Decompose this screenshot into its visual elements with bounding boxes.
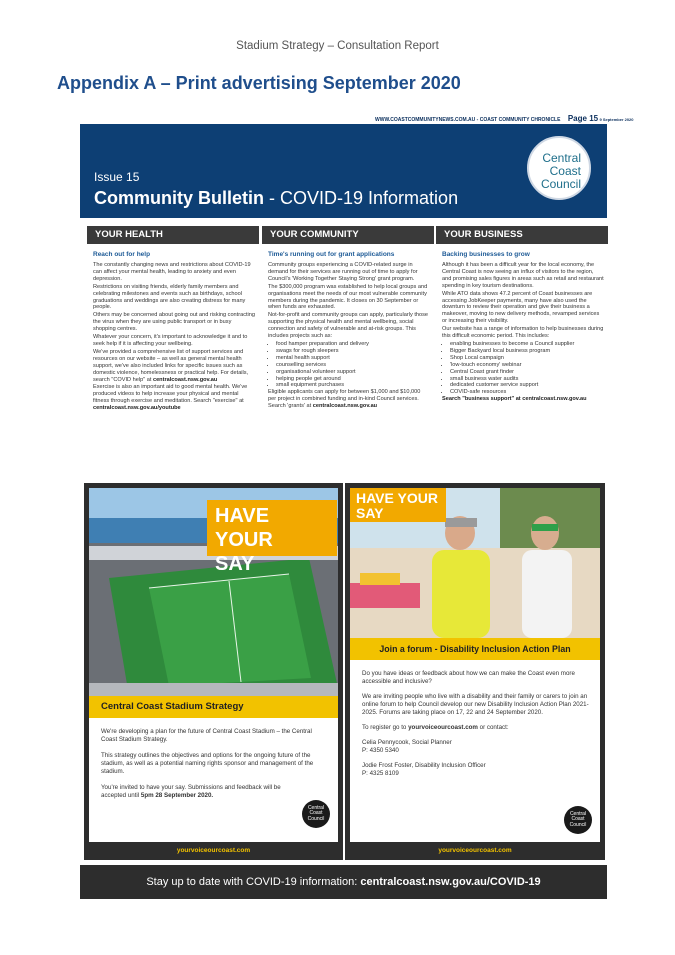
seal-line: Coast [309, 810, 323, 817]
website-link[interactable]: centralcoast.nsw.gov.au [312, 403, 378, 410]
list-item: • small equipment purchases [276, 382, 430, 389]
covid-info-bar [80, 865, 607, 899]
advert-body [362, 670, 600, 778]
column-your-community [262, 222, 434, 480]
list-item: • Bigger Backyard local business program [450, 348, 604, 355]
paragraph [442, 396, 604, 403]
newspaper-masthead [375, 114, 634, 123]
contact-phone: P: 4325 8109 [362, 770, 399, 777]
paragraph: While ATO data shows 47.2 percent of Coast businesses are accessing JobKeeper payments, many have also used the downturn to review their operation and give their business a makeover, moving to new delivery methods, revamped services or increasing their visibility. [442, 290, 600, 325]
youtube-link[interactable]: centralcoast.nsw.gov.au/youtube [93, 405, 181, 412]
paragraph [93, 349, 255, 384]
have-your-say-badge [350, 488, 446, 522]
project-list [268, 341, 430, 389]
paragraph-text: You're invited to have your say. Submissions and feedback will be accepted until [101, 784, 281, 799]
paragraph-text: Eligible applicants can apply for between $1,000 and $10,000 per project in combined funding and in-kind Council services. Search 'grants' at [268, 389, 421, 410]
list-item: • Central Coast grant finder [450, 369, 604, 376]
council-seal-logo [564, 806, 592, 834]
list-item: • dedicated customer service support [450, 382, 604, 389]
contact-name: Celia Pennycook, Social Planner [362, 739, 452, 746]
resource-list [442, 341, 604, 396]
list-item: • Shop Local campaign [450, 355, 604, 362]
column-your-business [436, 222, 608, 480]
advert-panel [89, 488, 338, 842]
central-coast-council-logo [527, 136, 591, 200]
list-item: • swags for rough sleepers [276, 348, 430, 355]
paragraph: This strategy outlines the objectives and options for the ongoing future of the stadium, as well as a potential naming rights sponsor and management of the stadium. [101, 752, 314, 775]
badge-line-2: SAY [215, 553, 255, 575]
website-link[interactable]: centralcoast.nsw.gov.au [522, 396, 587, 403]
logo-line-2: Coast [549, 164, 581, 178]
paragraph-text: Search "business support" at [442, 396, 521, 403]
seal-line: Coast [571, 816, 585, 823]
column-body [268, 262, 430, 411]
bulletin-title [94, 188, 458, 209]
paragraph: The constantly changing news and restrictions about COVID-19 can affect your mental health, leading to anxiety and even depression. [93, 262, 251, 282]
masthead-text: WWW.COASTCOMMUNITYNEWS.COM.AU - COAST COMMUNITY CHRONICLE [375, 117, 561, 123]
column-heading: YOUR BUSINESS [436, 226, 608, 244]
list-item: • organisational volunteer support [276, 369, 430, 376]
paragraph: Our website has a range of information to help businesses during this difficult economic period. This includes: [442, 326, 604, 340]
column-heading: YOUR COMMUNITY [262, 226, 434, 244]
paragraph [101, 784, 306, 800]
paragraph-text: or contact: [479, 724, 509, 731]
paragraph: Not-for-profit and community groups can apply, particularly those supporting the physical health and mental wellbeing, social connection and safety of vulnerable and at-risk groups. This includes projects such as: [268, 312, 429, 340]
seal-line: Council [569, 821, 587, 828]
list-item: • COVID-safe resources [450, 389, 604, 396]
bulletin-title-rest: - COVID-19 Information [269, 188, 459, 208]
advert-panel [350, 488, 600, 842]
list-item: • counselling services [276, 362, 430, 369]
paragraph [362, 724, 600, 732]
advert-body [101, 728, 329, 800]
list-item: • mental health support [276, 355, 430, 362]
council-seal-logo [302, 800, 330, 828]
list-item: • food hamper preparation and delivery [276, 341, 430, 348]
paragraph [268, 389, 430, 410]
paragraph: Others may be concerned about going out and risking contracting the virus when they are using public transport or in busy shopping centres. [93, 312, 256, 333]
appendix-title: Appendix A – Print advertising September 2020 [57, 73, 461, 93]
paragraph: Do you have ideas or feedback about how we can make the Coast even more accessible and inclusive? [362, 670, 575, 685]
contact-phone: P: 4350 5340 [362, 747, 399, 754]
column-subheading: Backing businesses to grow [442, 251, 530, 258]
bulletin-title-bold: Community Bulletin [94, 188, 264, 208]
list-item: • small business water audits [450, 376, 604, 383]
paragraph-text: To register go to [362, 724, 407, 731]
advert-heading: Join a forum - Disability Inclusion Action Plan [350, 638, 600, 660]
list-item: • enabling businesses to become a Council supplier [450, 341, 604, 348]
logo-line-3: Council [540, 177, 581, 191]
deadline: 5pm 28 September 2020. [140, 792, 214, 799]
disability-forum-advert [345, 483, 605, 860]
paragraph: Community groups experiencing a COVID-related surge in demand for their services are running out of time to apply for Council's 'Working Together Staying Strong' grant program. [268, 262, 418, 282]
paragraph: Although it has been a difficult year for the local economy, the Central Coast is now seeing an influx of visitors to the region, and promising sales figures in areas such as retail and restaurant spending in key tourism destinations. [442, 262, 604, 289]
seal-line: Central [569, 810, 587, 817]
have-your-say-badge [207, 500, 337, 575]
seal-line: Central [307, 804, 325, 811]
paragraph: Restrictions on visiting friends, elderly family members and celebrating milestones and events such as birthdays, school graduations and weddings are also creating distress for many people. [93, 283, 246, 311]
list-item: • 'low-touch economy' webinar [450, 362, 604, 369]
paragraph: Whatever your concern, it's important to acknowledge it and to seek help if it is affecting your wellbeing. [93, 334, 248, 347]
paragraph: We are inviting people who live with a disability and their family or carers to join an online forum to help Council develop our new Disability Inclusion Action Plan 2021-2025. Forums are taking place on 17, 22 and 24 September 2020. [362, 693, 589, 716]
register-link[interactable]: yourvoiceourcoast.com [408, 724, 478, 731]
badge-line-1: HAVE YOUR [215, 505, 273, 551]
paragraph: We're developing a plan for the future of Central Coast Stadium – the Central Coast Stadium Strategy. [101, 728, 312, 743]
column-body [442, 262, 604, 404]
column-body [93, 262, 255, 413]
column-heading: YOUR HEALTH [87, 226, 259, 244]
website-link[interactable]: centralcoast.nsw.gov.au [152, 376, 218, 383]
paragraph-text: Exercise is also an important aid to good mental health. We've produced videos to help increase your physical and mental fitness through exercise and meditation. Search "exercise" at [93, 384, 248, 405]
advert-footer-link[interactable]: yourvoiceourcoast.com [176, 847, 251, 854]
contact-name: Jodie Frost Foster, Disability Inclusion Officer [362, 762, 486, 769]
stadium-strategy-advert [84, 483, 343, 860]
covid-info-text: Stay up to date with COVID-19 information: [146, 876, 358, 888]
document-running-header: Stadium Strategy – Consultation Report [236, 40, 439, 52]
paragraph [93, 384, 255, 412]
column-subheading: Time's running out for grant applications [268, 251, 395, 258]
logo-line-1: Central [542, 151, 581, 165]
list-item: • helping people get around [276, 376, 430, 383]
advert-heading: Central Coast Stadium Strategy [89, 696, 338, 718]
paragraph: The $300,000 program was established to help local groups and organisations meet the needs of our most vulnerable community members during the pandemic. It closes on 30 September or when funds are exhausted. [268, 283, 428, 311]
column-your-health [87, 222, 259, 480]
masthead-date: 9 September 2020 [599, 117, 634, 122]
advert-footer-link[interactable]: yourvoiceourcoast.com [438, 847, 512, 854]
masthead-page: Page 15 [567, 114, 599, 123]
covid-info-link[interactable]: centralcoast.nsw.gov.au/COVID-19 [360, 876, 541, 888]
badge-line-1: HAVE YOUR [356, 490, 438, 506]
paragraph-text: We've provided a comprehensive list of support services and resources on our website – as well as general mental health support, we've also included links for specific issues such as domestic violence, homelessness or practical help. For details, search "COVID help" at [93, 348, 249, 383]
column-subheading: Reach out for help [93, 251, 151, 258]
issue-number: Issue 15 [94, 170, 140, 184]
seal-line: Council [307, 815, 325, 822]
badge-line-2: SAY [356, 505, 384, 521]
